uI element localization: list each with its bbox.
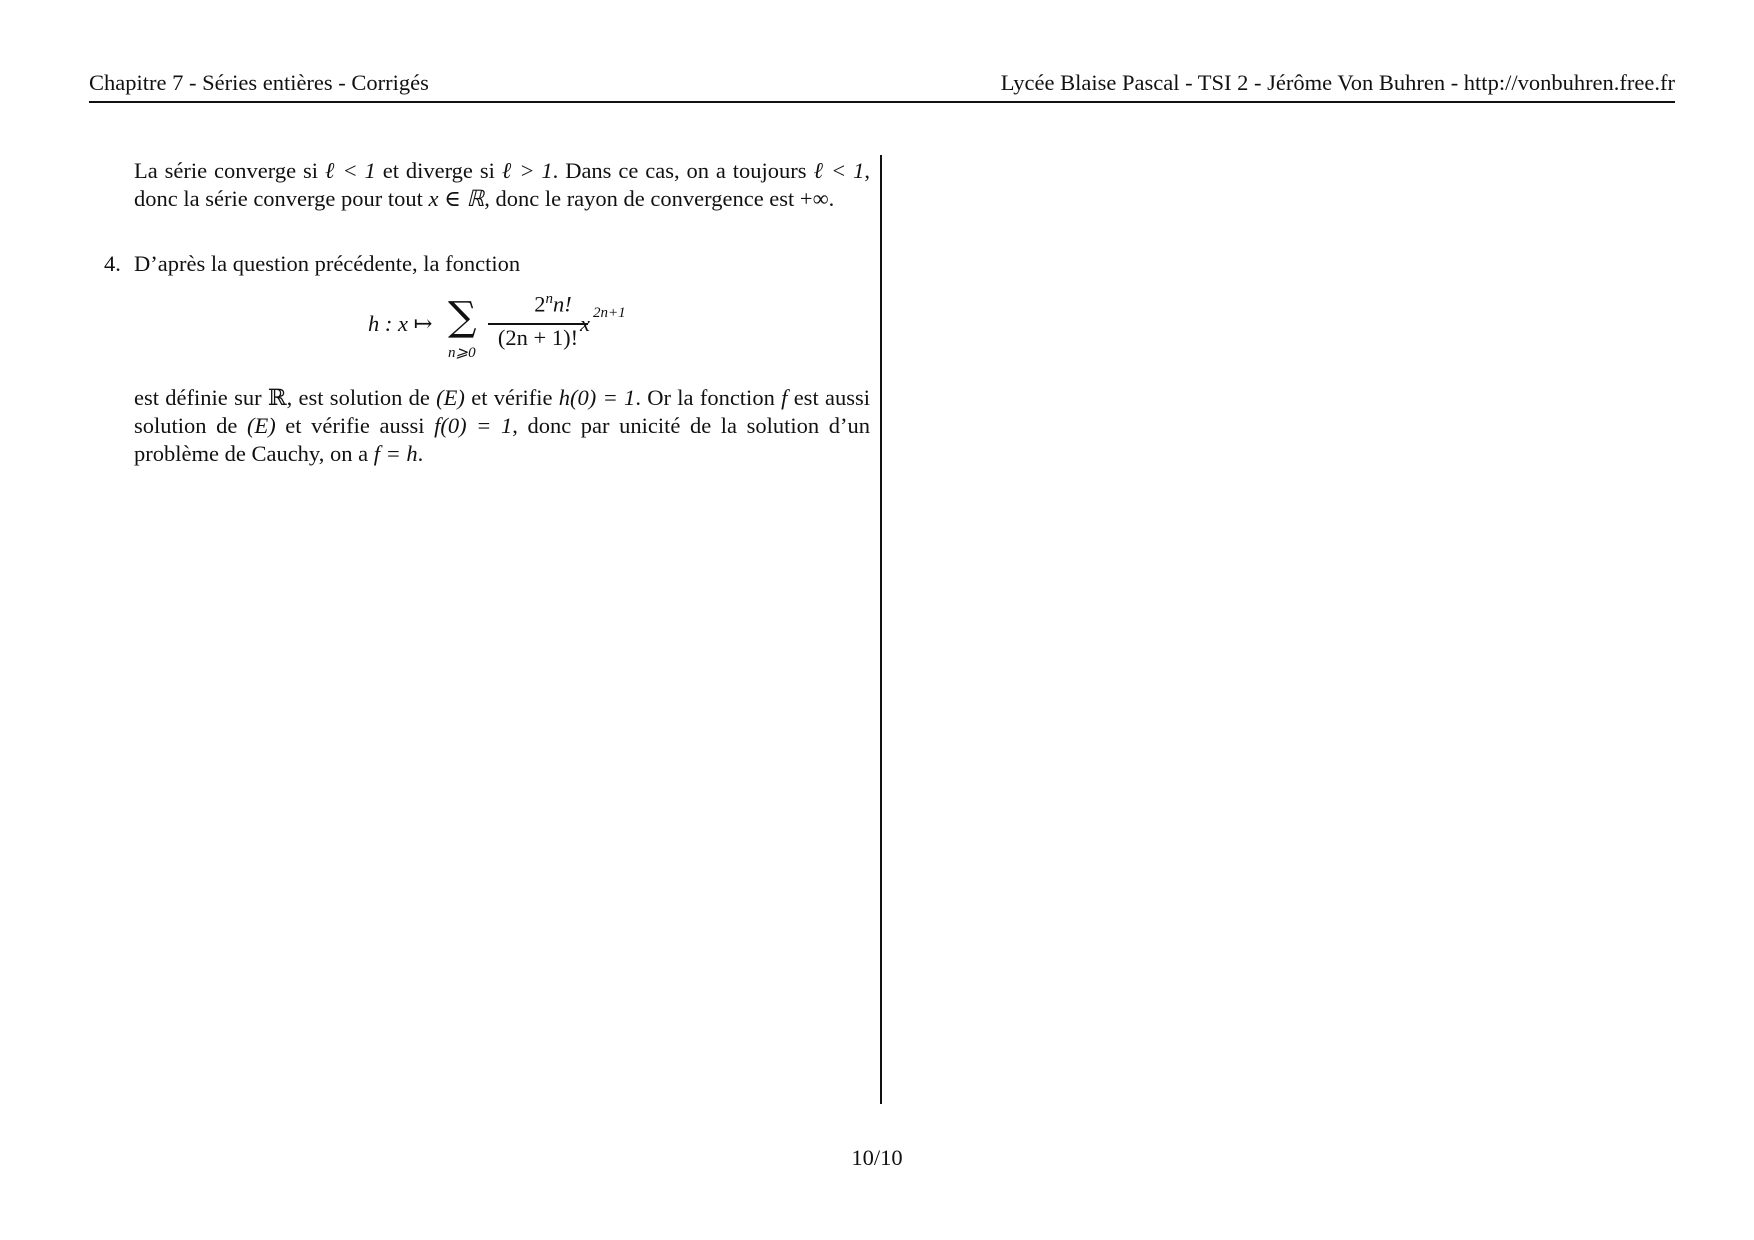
fraction-denominator: (2n + 1)! [497,325,579,350]
text-segment: , donc la série converge pour tout [134,158,870,211]
math-inline: (E) [436,385,465,410]
page-number: 10/10 [851,1145,903,1170]
text-segment: , est solution de [286,385,437,410]
numerator-base: 2 [534,291,546,317]
summation-sign: ∑ [448,294,477,340]
text-segment: , donc par unicité de la solution d’un problème de Cauchy, on a [134,413,871,466]
column-divider [880,155,882,1104]
math-inline: f [781,385,788,410]
math-inline: (E) [246,413,276,438]
math-inline: f(0) = 1 [434,413,513,438]
header-chapter-title: Chapitre 7 - Séries entières - Corrigés [89,70,429,95]
math-inline: ℓ < 1 [813,158,865,183]
math-inline: ℝ [267,385,287,410]
text-segment: est aussi solution de [134,385,870,438]
text-segment: et vérifie [464,385,559,410]
power-base: x [580,311,590,336]
formula-lhs [368,311,432,337]
list-item-4 [104,251,520,277]
text-segment: . [828,186,835,211]
header-author-info: Lycée Blaise Pascal - TSI 2 - Jérôme Von Buhren - http://vonbuhren.free.fr [1000,70,1675,95]
text-segment: . [417,441,424,466]
numerator-factorial: n! [553,291,572,317]
paragraph-cauchy-conclusion [134,384,870,468]
list-item-text: D’après la question précédente, la fonction [134,251,521,276]
math-inline: f = h [373,441,418,466]
text-segment: et diverge si [375,158,502,183]
text-segment: La série converge si [134,158,325,183]
math-inline: x ∈ ℝ [428,186,485,211]
summation-index: n⩾0 [448,345,476,361]
power-exponent: 2n+1 [593,305,626,321]
formula-lhs-text: h : x ↦ [368,311,433,336]
display-formula [368,293,648,363]
text-segment: . Or la fonction [635,385,782,410]
text-segment: , donc le rayon de convergence est [484,186,800,211]
math-inline: ℓ < 1 [324,158,376,183]
list-item-number: 4. [104,251,121,276]
header-rule [89,101,1675,103]
math-inline: ℓ > 1 [501,158,553,183]
text-segment: . Dans ce cas, on a toujours [552,158,814,183]
numerator-exponent: n [545,291,553,307]
math-inline: +∞ [799,186,829,211]
paragraph-convergence [134,157,870,213]
math-inline: h(0) = 1 [558,385,636,410]
text-segment: est définie sur [134,385,268,410]
text-segment: et vérifie aussi [275,413,435,438]
